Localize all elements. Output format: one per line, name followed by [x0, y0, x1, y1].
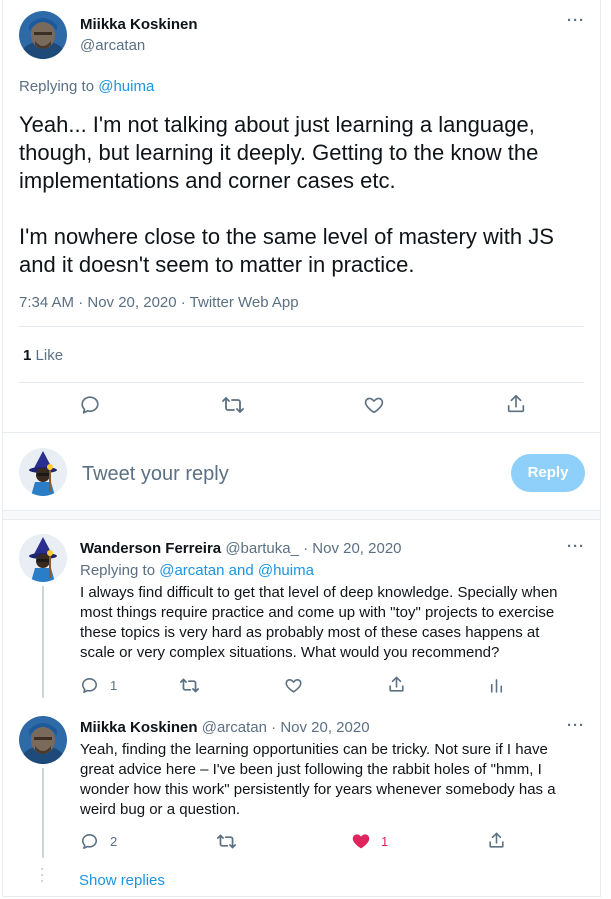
reply-count: 1 — [110, 678, 118, 693]
replying-to-link[interactable]: @huima — [98, 78, 155, 95]
share-icon[interactable] — [487, 831, 506, 850]
reply-text-line: I always find difficult to get that level of deep knowledge. Specially when — [80, 584, 558, 601]
tweet-text-line: though, but learning it deeply. Getting to the know the — [19, 140, 539, 165]
reply-text-line: these topics is very hard as probably most of these cases happens at — [80, 624, 540, 641]
tweet-timestamp[interactable]: 7:34 AM · Nov 20, 2020 · Twitter Web App — [19, 294, 299, 311]
tweet-thread — [2, 0, 601, 897]
thread-dots — [41, 868, 43, 882]
divider — [19, 326, 584, 327]
reply-icon[interactable] — [80, 676, 99, 695]
more-options-icon[interactable]: ··· — [567, 12, 585, 29]
replying-to — [19, 78, 154, 95]
tweet-text — [19, 111, 589, 279]
likes-count: 1 — [23, 347, 32, 364]
reply-text-line: great advice here – I've been just following the rabbit holes of "hmm, I — [80, 761, 542, 778]
more-options-icon[interactable]: ··· — [567, 717, 585, 734]
reply-text-line: wonder how this work" persistently for years whenever somebody has a — [80, 781, 556, 798]
reply-text-line: scale or very complex situations. What would you recommend? — [80, 644, 500, 661]
reply-author-name[interactable]: Wanderson Ferreira — [80, 540, 222, 557]
reply-text — [80, 583, 590, 663]
reply-icon[interactable] — [80, 832, 99, 851]
reply-text-line: most things require practice and come up with "toy" projects to exercise — [80, 604, 555, 621]
reply-button[interactable]: Reply — [511, 454, 585, 492]
share-icon[interactable] — [387, 675, 406, 694]
replying-to-prefix: Replying to — [19, 78, 95, 95]
retweet-icon[interactable] — [179, 676, 200, 695]
reply-count: 2 — [110, 834, 118, 849]
replying-to — [80, 562, 314, 579]
like-icon[interactable] — [284, 676, 303, 695]
thread-connector — [42, 586, 44, 698]
author-avatar[interactable] — [19, 11, 67, 59]
retweet-icon[interactable] — [221, 394, 245, 416]
reply-text — [80, 740, 590, 820]
section-divider — [3, 510, 600, 520]
divider — [3, 432, 600, 433]
likes-stat[interactable] — [23, 347, 63, 364]
reply-input[interactable]: Tweet your reply — [82, 463, 229, 485]
reply-header — [80, 540, 402, 557]
reply-date[interactable]: · Nov 20, 2020 — [303, 540, 402, 557]
like-count: 1 — [381, 834, 389, 849]
reply-author-name[interactable]: Miikka Koskinen — [80, 719, 198, 736]
author-name[interactable]: Miikka Koskinen — [80, 16, 198, 33]
reply-author-handle[interactable]: @bartuka_ — [225, 540, 299, 557]
reply-author-avatar[interactable] — [19, 534, 67, 582]
reply-header — [80, 719, 370, 736]
reply-text-line: weird bug or a question. — [80, 801, 241, 818]
reply-date[interactable]: · Nov 20, 2020 — [271, 719, 370, 736]
replying-to-prefix: Replying to — [80, 562, 156, 579]
replying-to-link[interactable]: @arcatan and @huima — [159, 562, 314, 579]
tweet-text-line: implementations and corner cases etc. — [19, 168, 396, 193]
liked-heart-icon[interactable] — [351, 831, 371, 851]
show-replies-link[interactable]: Show replies — [79, 872, 165, 889]
like-icon[interactable] — [363, 394, 385, 416]
tweet-text-line: I'm nowhere close to the same level of mastery with JS — [19, 224, 554, 249]
more-options-icon[interactable]: ··· — [567, 538, 585, 555]
thread-connector — [42, 768, 44, 858]
reply-text-line: Yeah, finding the learning opportunities can be tricky. Not sure if I have — [80, 741, 548, 758]
reply-author-handle[interactable]: @arcatan — [201, 719, 267, 736]
current-user-avatar[interactable] — [19, 448, 67, 496]
share-icon[interactable] — [505, 393, 527, 415]
retweet-icon[interactable] — [216, 832, 237, 851]
reply-icon[interactable] — [79, 394, 101, 416]
tweet-text-line: and it doesn't seem to matter in practice. — [19, 252, 415, 277]
author-handle[interactable]: @arcatan — [80, 37, 146, 54]
tweet-text-line: Yeah... I'm not talking about just learning a language, — [19, 112, 535, 137]
analytics-icon[interactable] — [487, 676, 506, 695]
reply-author-avatar[interactable] — [19, 716, 67, 764]
divider — [19, 382, 584, 383]
likes-label: Like — [35, 347, 64, 364]
